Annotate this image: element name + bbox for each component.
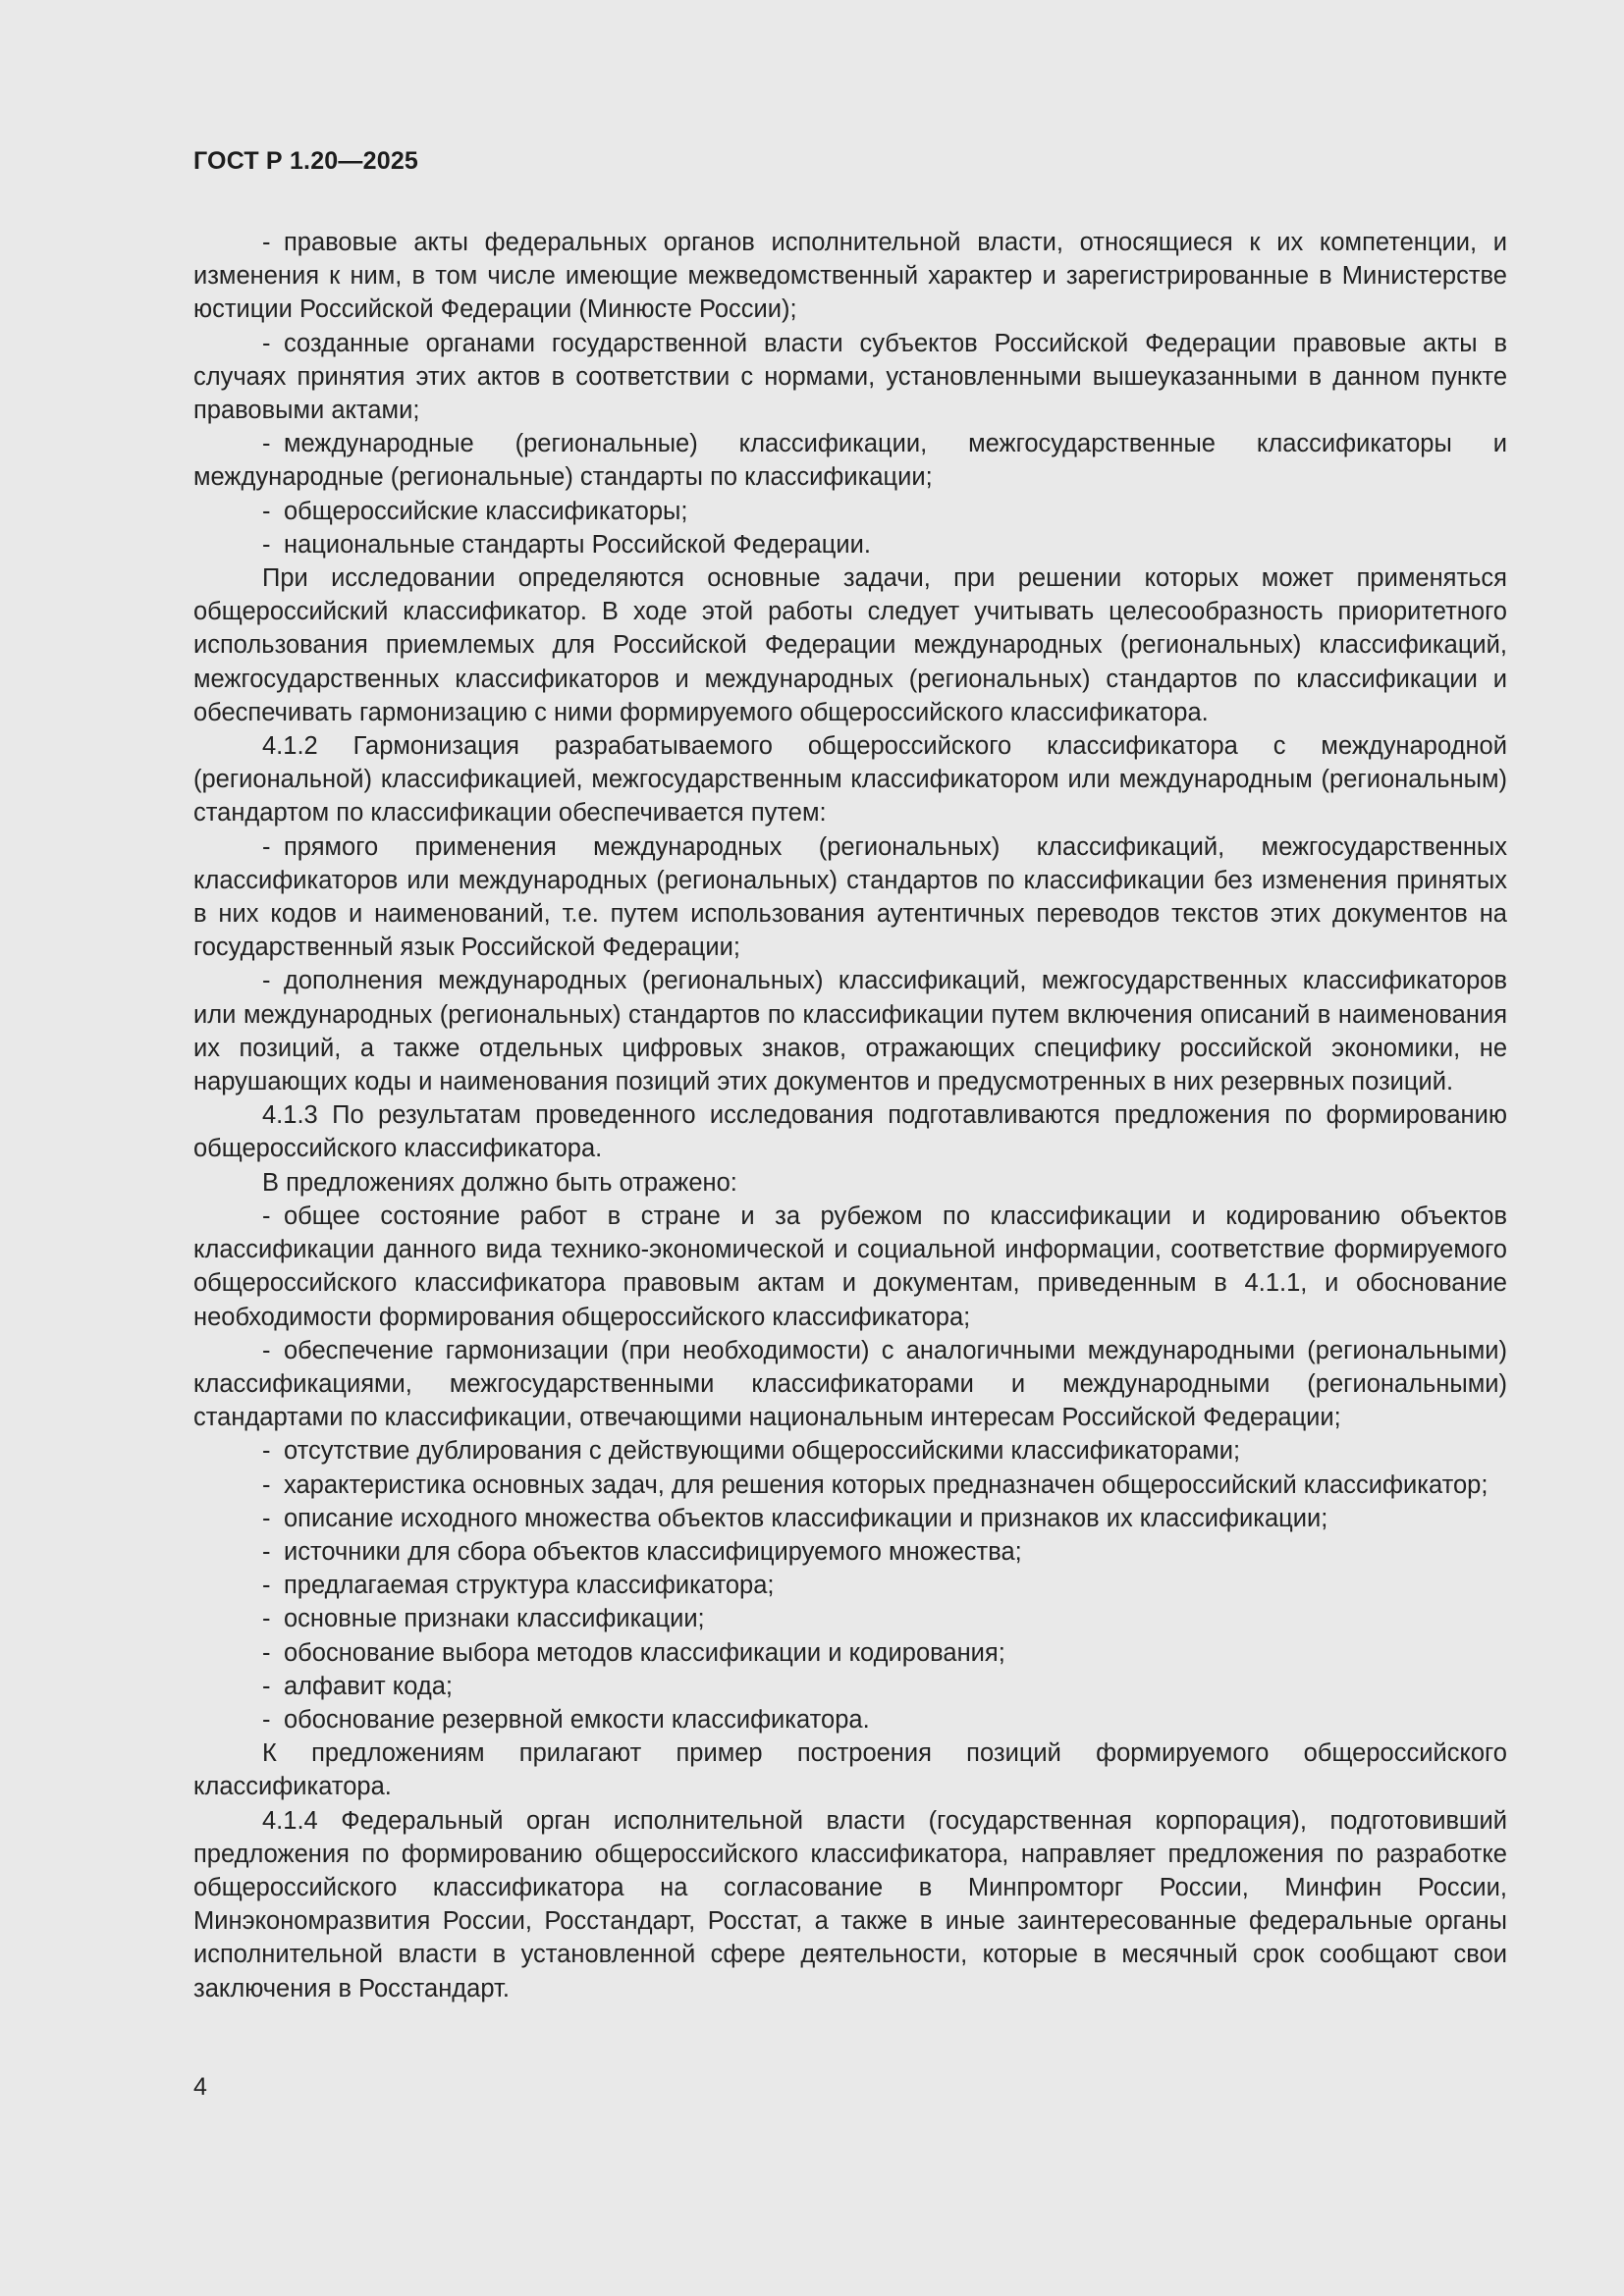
list-dash: -	[262, 329, 271, 357]
list-dash: -	[262, 530, 271, 559]
list-item-text: правовые акты федеральных органов исполнительной власти, относящиеся к их компетенции, и изменения к ним, в том числе имеющие межведомственный характер и зарегистрированные в Министерстве юстиции Российской Федерации (Минюсте России);	[193, 229, 1507, 324]
list-item	[193, 226, 1507, 327]
document-body	[193, 226, 1507, 2005]
list-dash: -	[262, 1638, 271, 1667]
list-item-text: дополнения международных (региональных) классификаций, межгосударственных классификаторов или международных (региональных) стандартов по классификации путем включения описаний в наименования их позиций, а также отдельных цифровых знаков, отражающих специфику российской экономики, не нарушающих коды и наименования позиций этих документов и предусмотренных в них резервных позиций.	[193, 967, 1507, 1096]
list-dash: -	[262, 1605, 271, 1633]
list-item	[193, 830, 1507, 965]
list-item-text: характеристика основных задач, для решения которых предназначен общероссийский классификатор;	[284, 1470, 1489, 1499]
list-item-text: отсутствие дублирования с действующими общероссийскими классификаторами;	[284, 1437, 1241, 1466]
list-item-text: созданные органами государственной власти субъектов Российской Федерации правовые акты в случаях принятия этих актов в соответствии с нормами, установленными вышеуказанными в данном пункте правовыми актами;	[193, 329, 1507, 425]
list-item	[193, 1670, 1507, 1703]
list-item	[193, 1636, 1507, 1670]
list-item	[193, 1535, 1507, 1569]
list-dash: -	[262, 1437, 271, 1466]
list-item	[193, 1468, 1507, 1502]
paragraph: При исследовании определяются основные задачи, при решении которых может применяться общероссийский классификатор. В ходе этой работы следует учитывать целесообразность приоритетного использования приемлемых для Российской Федерации международных (региональных) классификаций, межгосударственных классификаторов и международных (региональных) стандартов по классификации и обеспечивать гармонизацию с ними формируемого общероссийского классификатора.	[193, 564, 1507, 726]
list-item	[193, 1200, 1507, 1334]
list-dash: -	[262, 430, 271, 458]
list-item	[193, 495, 1507, 528]
list-dash: -	[262, 1470, 271, 1499]
list-item	[193, 528, 1507, 561]
list-item	[193, 1703, 1507, 1736]
paragraph-4-1-2: 4.1.2 Гармонизация разрабатываемого общероссийского классификатора с международной (региональной) классификацией, межгосударственным классификатором или международным (региональным) стандартом по классификации обеспечивается путем:	[193, 732, 1507, 828]
list-dash: -	[262, 1504, 271, 1532]
list-item-text: национальные стандарты Российской Федерации.	[284, 530, 871, 559]
list-dash: -	[262, 1572, 271, 1600]
list-item-text: прямого применения международных (региональных) классификаций, межгосударственных классификаторов или международных (региональных) стандартов по классификации без изменения принятых в них кодов и наименований, т.е. путем использования аутентичных переводов текстов этих документов на государственный язык Российской Федерации;	[193, 832, 1507, 962]
list-item-text: алфавит кода;	[284, 1672, 453, 1700]
list-dash: -	[262, 229, 271, 256]
document-code-header: ГОСТ Р 1.20—2025	[193, 147, 419, 175]
page-number: 4	[193, 2073, 207, 2101]
list-item-text: обеспечение гармонизации (при необходимости) с аналогичными международными (региональными) классификациями, межгосударственными классификаторами и международными (региональными) стандартами по классификации, отвечающими национальным интересам Российской Федерации;	[193, 1336, 1507, 1432]
list-item-text: обоснование выбора методов классификации и кодирования;	[284, 1638, 1005, 1667]
list-dash: -	[262, 1336, 271, 1364]
list-item	[193, 427, 1507, 494]
list-item-text: обоснование резервной емкости классификатора.	[284, 1705, 870, 1734]
list-item	[193, 327, 1507, 428]
paragraph: В предложениях должно быть отражено:	[262, 1168, 737, 1197]
list-item	[193, 1569, 1507, 1602]
list-item	[193, 1502, 1507, 1535]
list-item	[193, 964, 1507, 1098]
list-item-text: общее состояние работ в стране и за рубежом по классификации и кодированию объектов классификации данного вида технико-экономической и социальной информации, соответствие формируемого общероссийского классификатора правовым актам и документам, приведенным в 4.1.1, и обоснование необходимости формирования общероссийского классификатора;	[193, 1201, 1507, 1331]
list-item-text: основные признаки классификации;	[284, 1605, 705, 1633]
list-dash: -	[262, 1201, 271, 1230]
list-dash: -	[262, 497, 271, 525]
list-item	[193, 1602, 1507, 1635]
paragraph-4-1-3: 4.1.3 По результатам проведенного исследования подготавливаются предложения по формированию общероссийского классификатора.	[193, 1101, 1507, 1163]
list-item-text: общероссийские классификаторы;	[284, 497, 688, 525]
list-dash: -	[262, 1705, 271, 1734]
list-item-text: описание исходного множества объектов классификации и признаков их классификации;	[284, 1504, 1328, 1532]
list-item-text: международные (региональные) классификации, межгосударственные классификаторы и международные (региональные) стандарты по классификации;	[193, 430, 1507, 492]
list-item-text: источники для сбора объектов классифицируемого множества;	[284, 1537, 1022, 1566]
paragraph-4-1-4: 4.1.4 Федеральный орган исполнительной власти (государственная корпорация), подготовивший предложения по формированию общероссийского классификатора, направляет предложения по разработке общероссийского классификатора на согласование в Минпромторг России, Минфин России, Минэкономразвития России, Росстандарт, Росстат, а также в иные заинтересованные федеральные органы исполнительной власти в установленной сфере деятельности, которые в месячный срок сообщают свои заключения в Росстандарт.	[193, 1806, 1507, 2002]
list-dash: -	[262, 1672, 271, 1700]
list-dash: -	[262, 1537, 271, 1566]
list-dash: -	[262, 967, 271, 995]
list-item-text: предлагаемая структура классификатора;	[284, 1572, 775, 1600]
list-item	[193, 1334, 1507, 1435]
list-dash: -	[262, 832, 271, 861]
list-item	[193, 1434, 1507, 1468]
paragraph: К предложениям прилагают пример построения позиций формируемого общероссийского классификатора.	[193, 1739, 1507, 1801]
